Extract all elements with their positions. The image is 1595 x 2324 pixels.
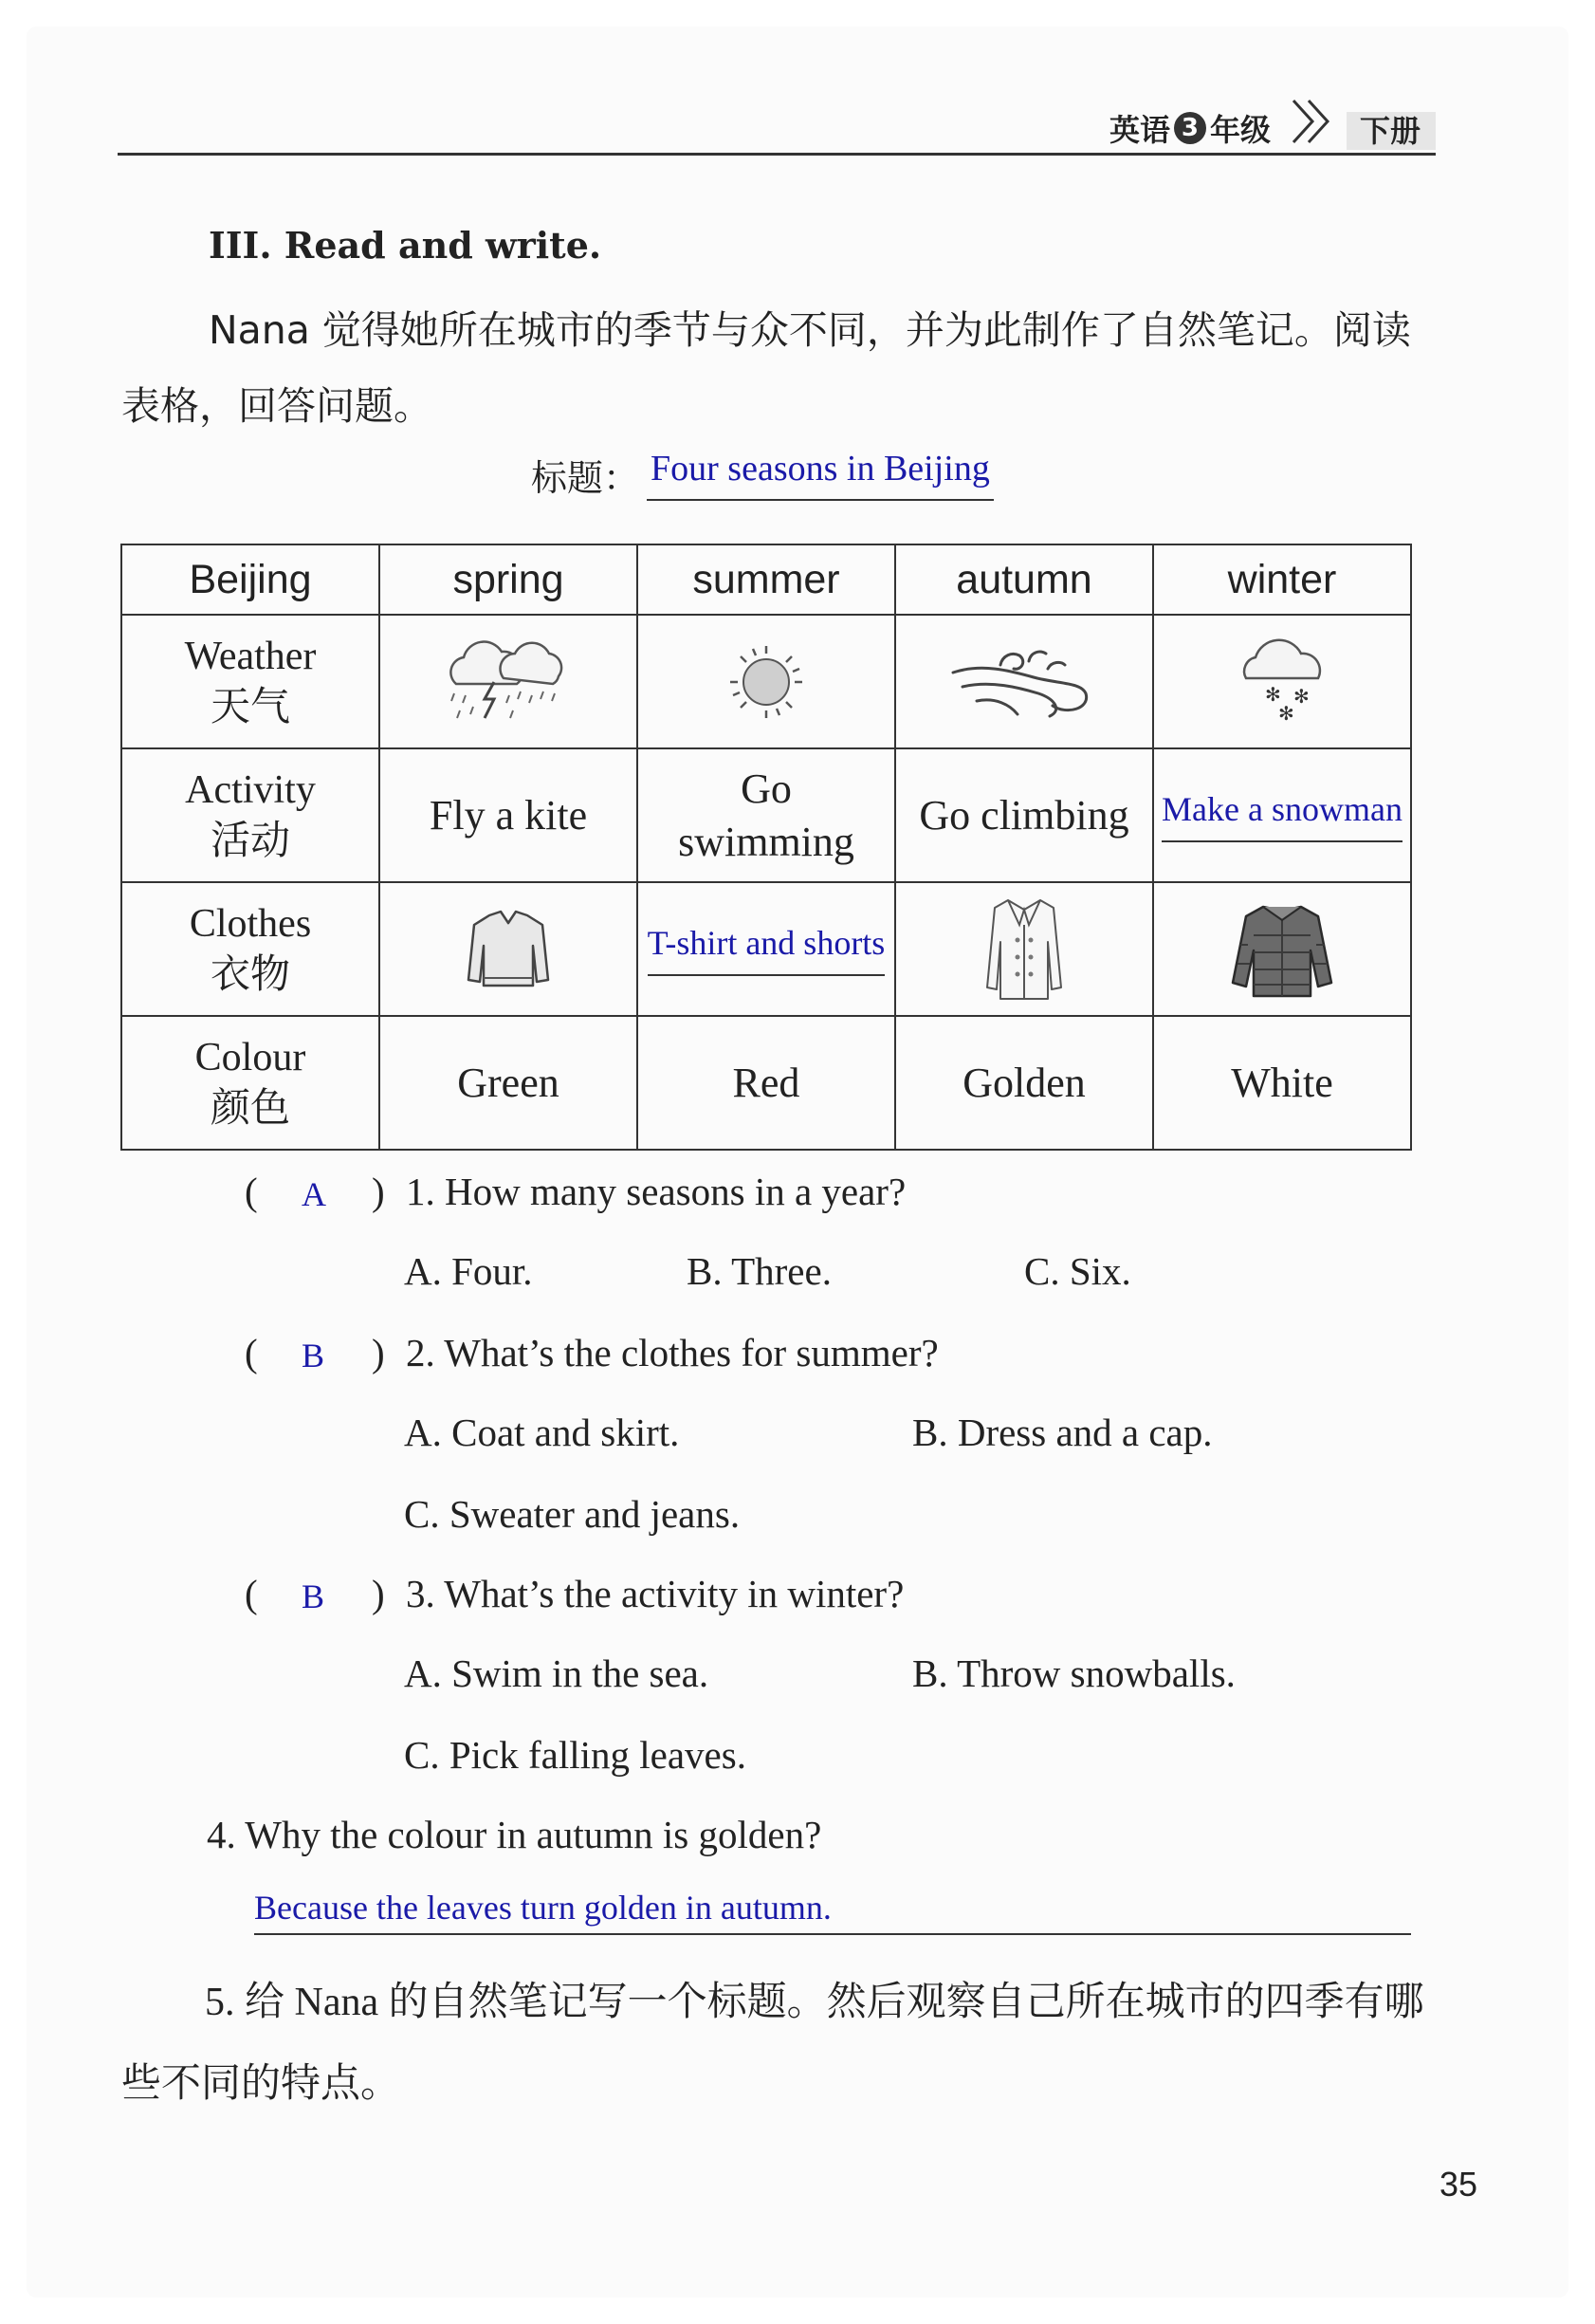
table-cell [637,615,895,748]
table-cell: White [1153,1016,1411,1150]
question-4-text: 4. Why the colour in autumn is golden? [207,1813,822,1856]
table-cell: Go climbing [895,748,1153,882]
table-header-row [121,544,1411,615]
row-label-en: Colour [194,1035,306,1079]
row-label-zh: 天气 [210,685,290,729]
nature-notes-table [120,544,1412,1151]
question-1-option-c: C. Six. [1024,1249,1131,1293]
grade-label: 年级 [1209,112,1271,148]
answer-bracket-close: ) [372,1572,385,1615]
weather-row [121,615,1411,748]
book-info [1109,97,1436,150]
row-label-en: Activity [185,767,316,812]
question-3-option-a: A. Swim in the sea. [404,1651,709,1695]
row-label-en: Weather [184,634,317,678]
snow-icon [1225,635,1339,729]
section-intro: Nana 觉得她所在城市的季节与众不同，并为此制作了自然笔记。阅读表格，回答问题。 [121,307,1411,429]
table-cell [379,615,637,748]
wind-icon [944,635,1105,729]
svg-text:✻: ✻ [1265,682,1281,706]
header-rule [118,153,1436,156]
cell-line: swimming [678,818,854,865]
question-2-option-b: B. Dress and a cap. [912,1411,1213,1454]
row-header [121,882,379,1016]
row-label-en: Clothes [189,901,312,946]
column-header: winter [1153,544,1411,615]
question-3-option-c: C. Pick falling leaves. [404,1733,746,1777]
table-cell [1153,882,1411,1016]
row-header [121,1016,379,1150]
winter-activity-answer: Make a snowman [1162,789,1402,842]
svg-text:✻: ✻ [1278,701,1294,725]
question-2-option-a: A. Coat and skirt. [404,1411,680,1454]
row-header [121,748,379,882]
sun-icon [719,635,814,729]
column-header: autumn [895,544,1153,615]
page-header [118,106,1436,156]
question-1-text: 1. How many seasons in a year? [406,1170,907,1213]
row-label-zh: 活动 [210,819,290,863]
column-header: Beijing [121,544,379,615]
section-title: III. Read and write. [209,224,602,267]
coat-icon [981,893,1067,1006]
table-cell [1153,748,1411,882]
title-label: 标题： [531,457,640,499]
question-3-option-b: B. Throw snowballs. [912,1651,1236,1695]
question-3-text: 3. What’s the activity in winter? [406,1572,905,1615]
table-cell: Golden [895,1016,1153,1150]
subject-label: 英语 [1109,112,1170,148]
question-1-option-b: B. Three. [687,1249,832,1293]
notes-title-row [531,448,994,501]
row-label-zh: 衣物 [210,952,290,997]
question-1-answer: A [302,1175,326,1213]
grade-info [1109,106,1271,150]
table-cell [637,882,895,1016]
row-label-zh: 颜色 [210,1086,290,1131]
volume-label: 下册 [1347,112,1436,150]
page-number: 35 [1439,2165,1478,2204]
double-chevron-icon [1288,97,1337,150]
sweater-icon [461,902,556,997]
table-cell [1153,615,1411,748]
title-answer: Four seasons in Beijing [647,448,994,501]
down-jacket-icon [1225,897,1339,1002]
answer-bracket-open: ( [245,1170,258,1213]
question-1-option-a: A. Four. [404,1249,533,1293]
column-header: summer [637,544,895,615]
question-2-text: 2. What’s the clothes for summer? [406,1331,939,1374]
colour-row [121,1016,1411,1150]
table-cell [379,882,637,1016]
svg-text:✻: ✻ [1293,684,1310,708]
answer-bracket-close: ) [372,1331,385,1374]
answer-bracket-open: ( [245,1331,258,1374]
table-cell [895,615,1153,748]
grade-number-badge: 3 [1174,112,1206,144]
table-cell [895,882,1153,1016]
table-cell: Red [637,1016,895,1150]
table-cell: Green [379,1016,637,1150]
answer-bracket-open: ( [245,1572,258,1615]
question-2-option-c: C. Sweater and jeans. [404,1492,741,1536]
cell-line: Go [741,765,792,812]
question-4-answer: Because the leaves turn golden in autumn. [254,1888,1411,1935]
summer-clothes-answer: T-shirt and shorts [648,923,886,976]
answer-bracket-close: ) [372,1170,385,1213]
table-cell: Fly a kite [379,748,637,882]
column-header: spring [379,544,637,615]
activity-row [121,748,1411,882]
thunderstorm-icon [437,635,579,729]
question-2-answer: B [302,1337,325,1374]
table-cell [637,748,895,882]
question-3-answer: B [302,1577,325,1615]
row-header [121,615,379,748]
question-5-text: 5. 给 Nana 的自然笔记写一个标题。然后观察自己所在城市的四季有哪些不同的特点。 [121,1981,1424,2106]
clothes-row [121,882,1411,1016]
